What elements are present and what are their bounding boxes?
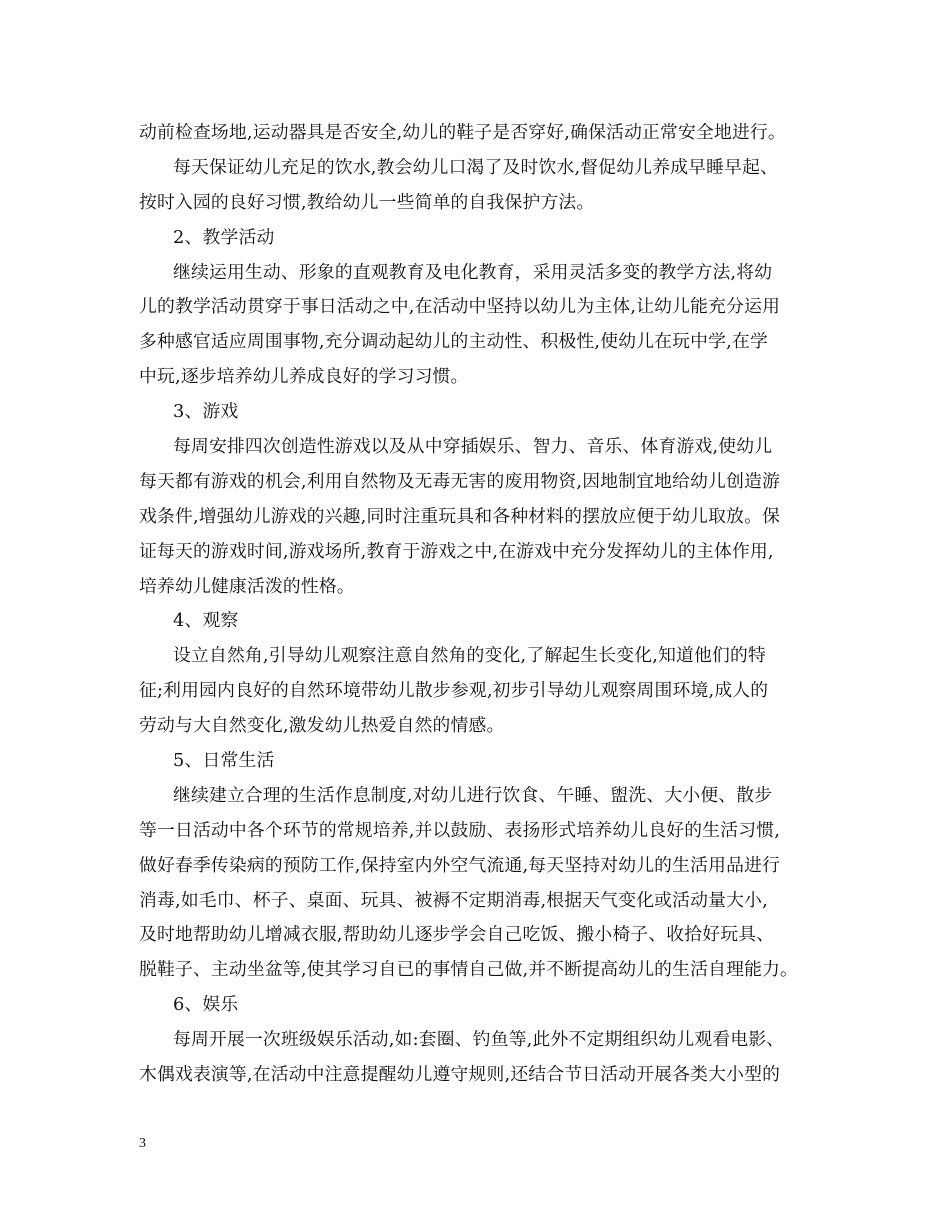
paragraph-first-line: 继续运用生动、形象的直观教育及电化教育，采用灵活多变的教学方法,将幼 (173, 261, 773, 283)
body-text-line: 及时地帮助幼儿增减衣服,帮助幼儿逐步学会自己吃饭、搬小椅子、收拾好玩具、 (139, 924, 775, 946)
body-text-line: 按时入园的良好习惯,教给幼儿一些简单的自我保护方法。 (139, 191, 595, 213)
section-heading-observation: 4、观察 (173, 610, 239, 632)
section-heading-entertainment: 6、娱乐 (173, 994, 239, 1016)
body-text-line: 培养幼儿健康活泼的性格。 (139, 575, 355, 597)
paragraph-first-line: 每周安排四次创造性游戏以及从中穿插娱乐、智力、音乐、体育游戏,使幼儿 (173, 436, 773, 458)
paragraph-first-line: 每周开展一次班级娱乐活动,如:套圈、钓鱼等,此外不定期组织幼儿观看电影、 (173, 1029, 785, 1051)
body-text-line: 每天都有游戏的机会,利用自然物及无毒无害的废用物资,因地制宜地给幼儿创造游 (139, 470, 781, 492)
body-text-line: 儿的教学活动贯穿于事日活动之中,在活动中坚持以幼儿为主体,让幼儿能充分运用 (139, 296, 781, 318)
section-heading-games: 3、游戏 (173, 401, 239, 423)
body-text-line: 做好春季传染病的预防工作,保持室内外空气流通,每天坚持对幼儿的生活用品进行 (139, 854, 781, 876)
body-text-line: 脱鞋子、主动坐盆等,使其学习自已的事情自己做,并不断提高幼儿的生活自理能力。 (139, 959, 799, 981)
section-heading-daily-life: 5、日常生活 (173, 750, 275, 772)
paragraph-first-line: 设立自然角,引导幼儿观察注意自然角的变化,了解起生长变化,知道他们的特 (173, 645, 766, 667)
page-number: 3 (139, 1136, 146, 1151)
document-body (139, 116, 815, 1093)
body-text-line: 消毒,如毛巾、杯子、桌面、玩具、被褥不定期消毒,根据天气变化或活动量大小, (139, 889, 768, 911)
body-text-line: 等一日活动中各个环节的常规培养,并以鼓励、表扬形式培养幼儿良好的生活习惯, (139, 819, 781, 841)
paragraph-first-line: 继续建立合理的生活作息制度,对幼儿进行饮食、午睡、盥洗、大小便、散步 (173, 784, 773, 806)
body-text-line: 多种感官适应周围事物,充分调动起幼儿的主动性、积极性,使幼儿在玩中学,在学 (139, 331, 768, 353)
body-text-line: 戏条件,增强幼儿游戏的兴趣,同时注重玩具和各种材料的摆放应便于幼儿取放。保 (139, 505, 781, 527)
paragraph-first-line: 每天保证幼儿充足的饮水,教会幼儿口渴了及时饮水,督促幼儿养成早睡早起、 (173, 156, 779, 178)
body-text-line: 动前检查场地,运动器具是否安全,幼儿的鞋子是否穿好,确保活动正常安全地进行。 (139, 122, 786, 143)
section-heading-teaching: 2、教学活动 (173, 226, 275, 248)
body-text-line: 中玩,逐步培养幼儿养成良好的学习习惯。 (139, 366, 469, 388)
body-text-line: 木偶戏表演等,在活动中注意提醒幼儿遵守规则,还结合节日活动开展各类大小型的 (139, 1064, 781, 1086)
body-text-line: 征;利用园内良好的自然环境带幼儿散步参观,初步引导幼儿观察周围环境,成人的 (139, 680, 769, 702)
body-text-line: 劳动与大自然变化,激发幼儿热爱自然的情感。 (139, 715, 505, 737)
body-text-line: 证每天的游戏时间,游戏场所,教育于游戏之中,在游戏中充分发挥幼儿的主体作用, (139, 540, 774, 562)
